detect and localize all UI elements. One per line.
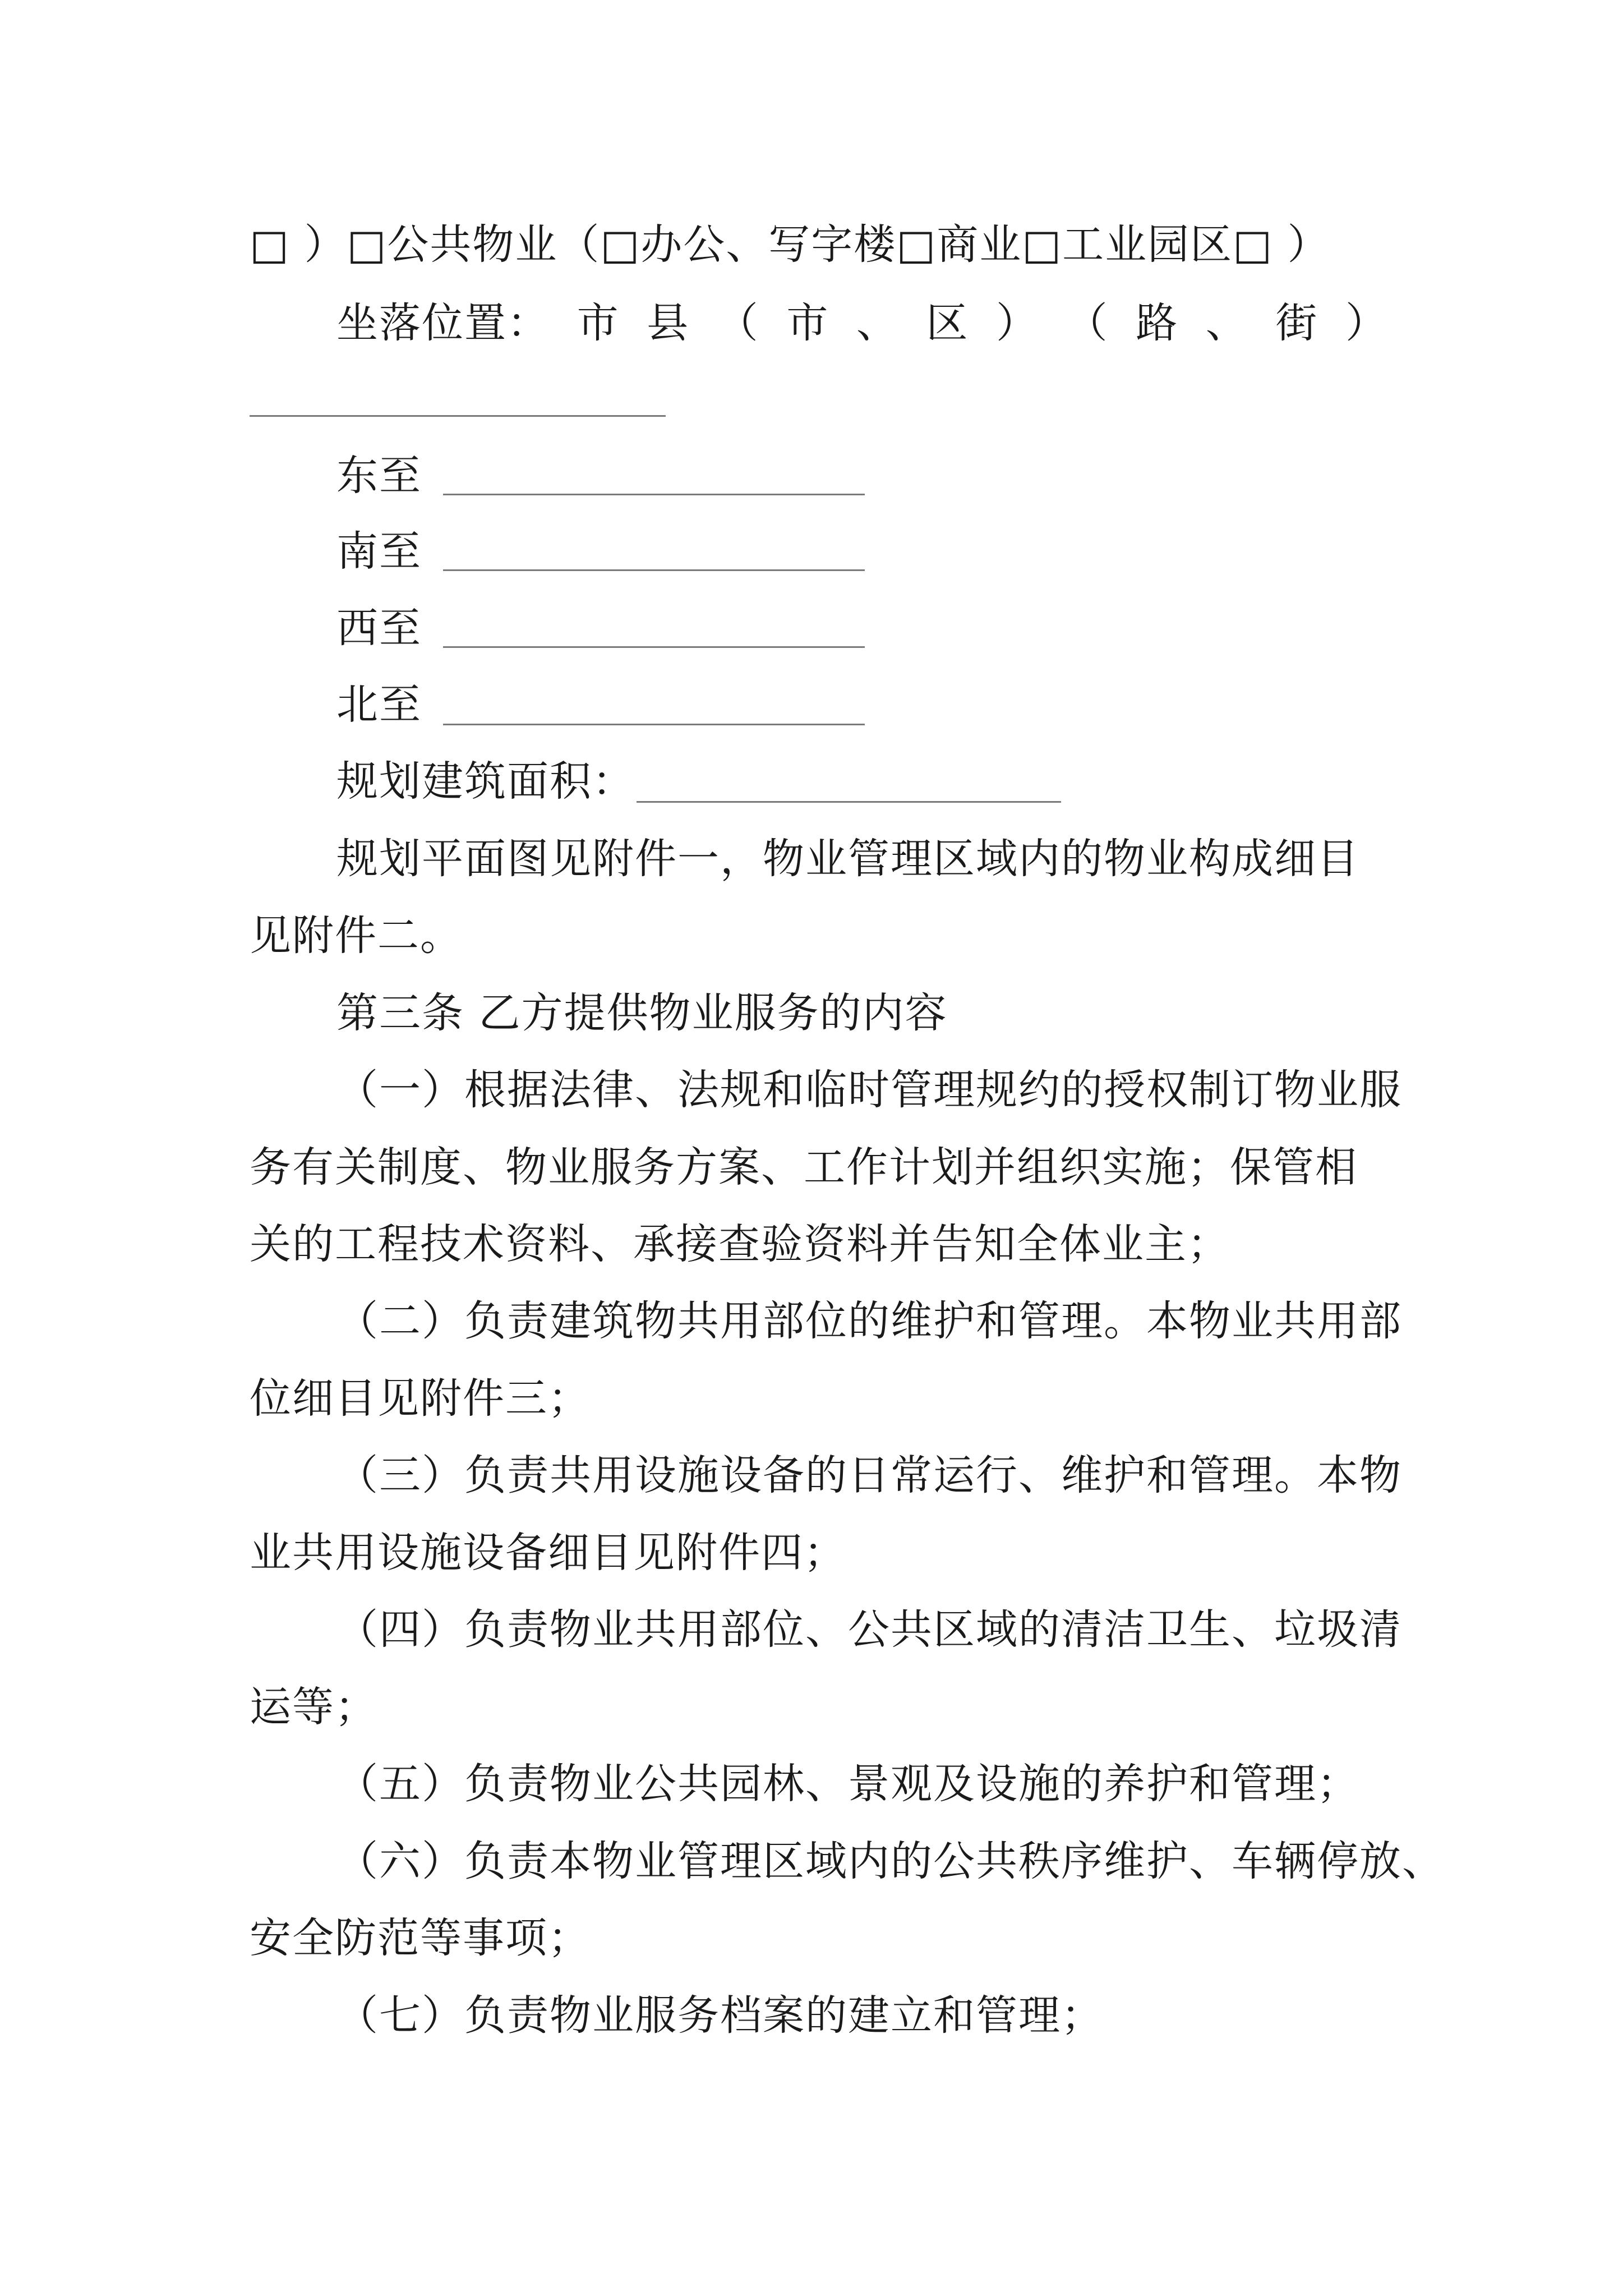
boundary-north-blank — [443, 724, 865, 725]
location-part: （ — [716, 299, 759, 347]
boundary-north-label: 北至 — [336, 680, 422, 729]
clause-line: 业共用设施设备细目见附件四； — [250, 1529, 846, 1577]
location-row — [336, 296, 1388, 350]
location-part: 街 — [1275, 299, 1318, 347]
clause-line: 安全防范等事项； — [250, 1914, 591, 1962]
planned-area-label: 规划建筑面积： — [336, 757, 635, 806]
boundary-south-blank — [443, 569, 865, 571]
boundary-west-blank — [443, 646, 865, 648]
location-part: 、 — [856, 299, 899, 347]
clause-line: （二）负责建筑物共用部位的维护和管理。本物业共用部 — [336, 1297, 1402, 1345]
location-part: 县 — [647, 299, 690, 347]
attachments-line-2: 见附件二。 — [250, 912, 463, 960]
planned-area-blank — [637, 801, 1061, 803]
boundary-east-blank — [443, 494, 865, 495]
article-heading: 第三条 乙方提供物业服务的内容 — [336, 989, 948, 1037]
clause-line: 位细目见附件三； — [250, 1374, 591, 1423]
location-label: 坐落位置： — [336, 299, 550, 347]
location-blank — [250, 415, 666, 417]
location-part: （ — [1066, 299, 1109, 347]
clause-line: 运等； — [250, 1683, 377, 1731]
boundary-south-label: 南至 — [336, 527, 422, 576]
location-part: 区 — [926, 299, 969, 347]
clause-line: （三）负责共用设施设备的日常运行、维护和管理。本物 — [336, 1451, 1402, 1499]
location-part: 、 — [1205, 299, 1248, 347]
clause-line: （五）负责物业公共园林、景观及设施的养护和管理； — [336, 1760, 1359, 1808]
boundary-east-label: 东至 — [336, 452, 422, 500]
location-part: 路 — [1136, 299, 1179, 347]
location-part: 市 — [577, 299, 620, 347]
location-line — [336, 296, 1475, 350]
clause-line: （四）负责物业共用部位、公共区域的清洁卫生、垃圾清 — [336, 1605, 1402, 1654]
location-part: ） — [1345, 299, 1388, 347]
property-type-line: □ ）□公共物业（□办公、写字楼□商业□工业园区□ ） — [250, 220, 1330, 269]
clause-line: （六）负责本物业管理区域内的公共秩序维护、车辆停放、 — [336, 1837, 1445, 1885]
clause-line: （七）负责物业服务档案的建立和管理； — [336, 1991, 1104, 2040]
clause-line: 务有关制度、物业服务方案、工作计划并组织实施；保管相 — [250, 1143, 1358, 1191]
location-part: 市 — [786, 299, 829, 347]
location-part: ） — [996, 299, 1039, 347]
attachments-line-1: 规划平面图见附件一，物业管理区域内的物业构成细目 — [336, 835, 1359, 883]
boundary-west-label: 西至 — [336, 604, 422, 652]
clause-line: （一）根据法律、法规和临时管理规约的授权制订物业服 — [336, 1066, 1402, 1114]
clause-line: 关的工程技术资料、承接查验资料并告知全体业主； — [250, 1220, 1230, 1268]
